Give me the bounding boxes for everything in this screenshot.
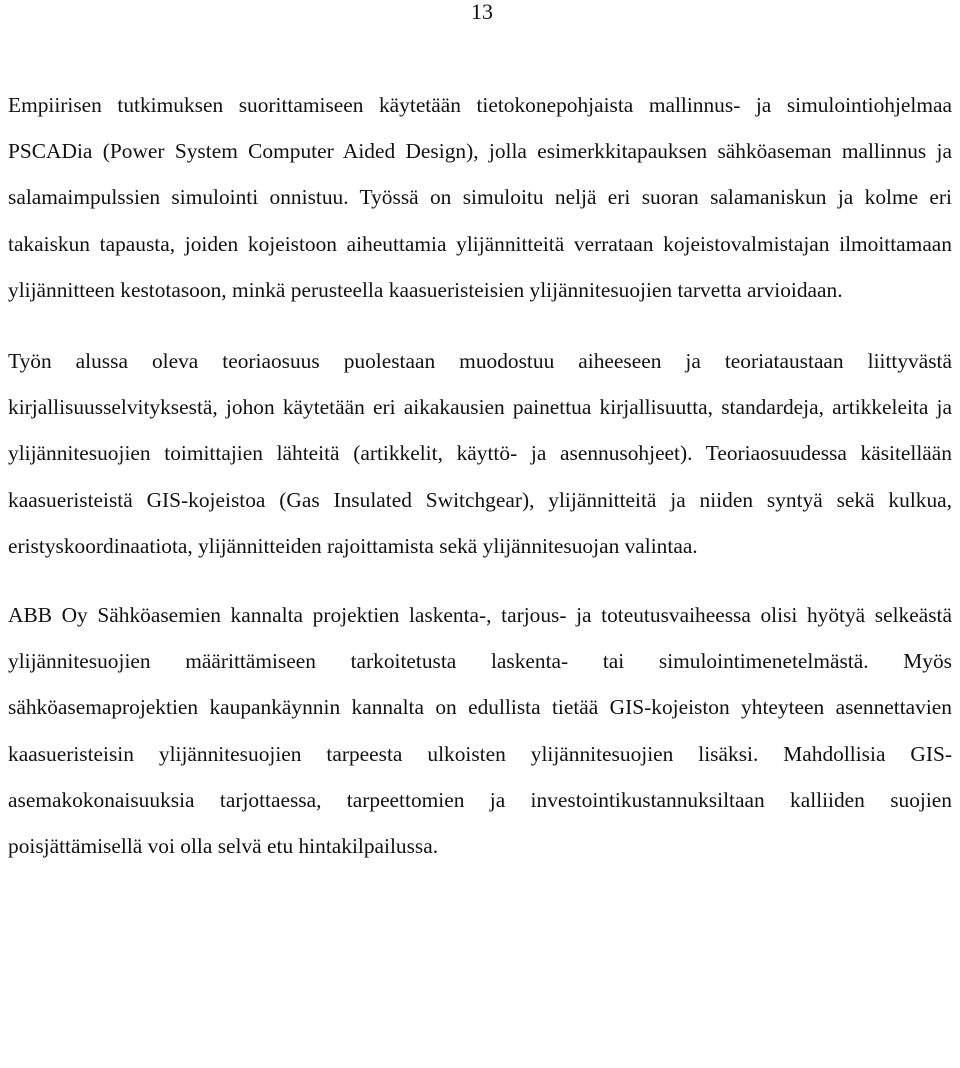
page-number: 13 [471,0,493,24]
paragraph-intro: Empiirisen tutkimuksen suorittamiseen käytetään tietokonepohjaista mallinnus- ja simulointiohjelmaa PSCADia (Power System Computer Aided Design), jolla esimerkkitapauksen sähköaseman mallinnus ja salamaimpulssien simulointi onnistuu. Työssä on simuloitu neljä eri suoran salamaniskun ja kolme eri takaiskun tapausta, joiden kojeistoon aiheuttamia ylijännitteitä verrataan kojeistovalmistajan ilmoittamaan ylijännitteen kestotasoon, minkä perusteella kaasueristeisien ylijännitesuojien tarvetta arvioidaan. [8,93,952,302]
paragraph-abb: ABB Oy Sähköasemien kannalta projektien laskenta-, tarjous- ja toteutusvaiheessa olisi hyötyä selkeästä ylijännitesuojien määrittämiseen tarkoitetusta laskenta- tai simulointimenetelmästä. Myös sähköasemaprojektien kaupankäynnin kannalta on edullista tietää GIS-kojeiston yhteyteen asennettavien kaasueristeisin ylijännitesuojien tarpeesta ulkoisten ylijännitesuojien lisäksi. Mahdollisia GIS-asemakokonaisuuksia tarjottaessa, tarpeettomien ja investointikustannuksiltaan kalliiden suojien poisjättämisellä voi olla selvä etu hintakilpailussa. [8,603,952,859]
document-body [8,82,952,869]
paragraph-theory: Työn alussa oleva teoriaosuus puolestaan muodostuu aiheeseen ja teoriataustaan liittyvästä kirjallisuusselvityksestä, johon käytetään eri aikakausien painettua kirjallisuutta, standardeja, artikkeleita ja ylijännitesuojien toimittajien lähteitä (artikkelit, käyttö- ja asennusohjeet). Teoriaosuudessa käsitellään kaasueristeistä GIS-kojeistoa (Gas Insulated Switchgear), ylijännitteitä ja niiden syntyä sekä kulkua, eristyskoordinaatiota, ylijännitteiden rajoittamista sekä ylijännitesuojan valintaa. [8,349,952,558]
